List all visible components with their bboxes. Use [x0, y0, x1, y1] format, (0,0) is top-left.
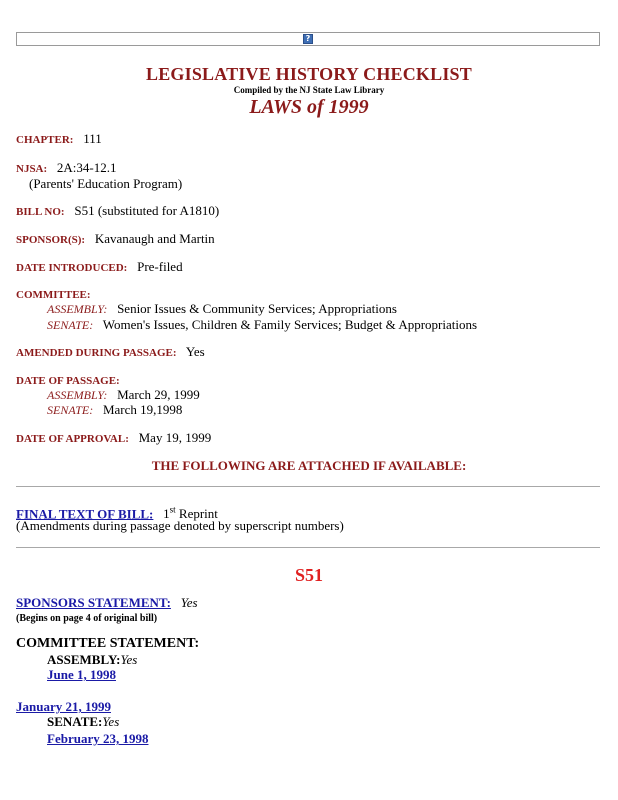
- bill-label: BILL NO:: [16, 206, 65, 218]
- cs-senate-label: SENATE:: [47, 714, 103, 729]
- june-1-1998-link[interactable]: June 1, 1998: [47, 667, 116, 682]
- cs-assembly-link-row: [47, 667, 116, 683]
- date-introduced-value: Pre-filed: [137, 259, 183, 274]
- passage-assembly-value: March 29, 1999: [117, 387, 200, 402]
- chapter-value: 111: [83, 131, 102, 146]
- committee-assembly-row: [47, 301, 397, 317]
- sponsors-statement-link[interactable]: SPONSORS STATEMENT:: [16, 595, 171, 610]
- final-text-value: 1st Reprint: [163, 505, 218, 522]
- divider: [16, 486, 600, 487]
- cs-assembly-value: Yes: [120, 652, 138, 667]
- date-introduced-row: [16, 259, 183, 276]
- approval-row: [16, 430, 211, 447]
- approval-value: May 19, 1999: [138, 430, 212, 445]
- cs-senate-value: Yes: [102, 714, 120, 729]
- committee-assembly-label: ASSEMBLY:: [47, 302, 108, 316]
- image-placeholder-bar: [16, 32, 600, 46]
- final-text-link[interactable]: FINAL TEXT OF BILL:: [16, 506, 154, 522]
- committee-statement-senate-row: [47, 714, 119, 730]
- sponsor-row: [16, 231, 215, 248]
- passage-assembly-label: ASSEMBLY:: [47, 388, 108, 402]
- bill-row: [16, 203, 219, 220]
- cs-senate-link-row: [47, 731, 148, 747]
- final-text-note: (Amendments during passage denoted by superscript numbers): [16, 518, 344, 533]
- attached-heading: THE FOLLOWING ARE ATTACHED IF AVAILABLE:: [151, 458, 467, 473]
- passage-senate-row: [47, 402, 182, 418]
- january-21-1999-link[interactable]: January 21, 1999: [16, 699, 111, 714]
- sponsors-statement-row: [16, 595, 198, 611]
- committee-statement-label: COMMITTEE STATEMENT:: [16, 636, 200, 651]
- cs-assembly-label: ASSEMBLY:: [47, 652, 121, 667]
- amended-value: Yes: [185, 344, 205, 359]
- committee-senate-label: SENATE:: [47, 318, 94, 332]
- divider: [16, 547, 600, 548]
- committee-assembly-value: Senior Issues & Community Services; Appropriations: [117, 301, 397, 316]
- sponsors-statement-note: (Begins on page 4 of original bill): [16, 613, 158, 624]
- njsa-label: NJSA:: [16, 163, 48, 175]
- bill-heading: S51: [294, 565, 323, 585]
- committee-statement-assembly-row: [47, 652, 137, 668]
- njsa-row: [16, 160, 117, 177]
- date-introduced-label: DATE INTRODUCED:: [16, 262, 128, 274]
- amended-row: [16, 344, 205, 361]
- laws-heading: LAWS of 1999: [249, 96, 369, 118]
- compiled-by: Compiled by the NJ State Law Library: [233, 85, 385, 95]
- january-link-row: [16, 699, 111, 715]
- chapter-row: [16, 131, 102, 148]
- sponsor-value: Kavanaugh and Martin: [94, 231, 215, 246]
- sponsor-label: SPONSOR(S):: [16, 234, 86, 246]
- njsa-value: 2A:34-12.1: [56, 160, 117, 175]
- bill-value: S51 (substituted for A1810): [74, 203, 220, 218]
- passage-senate-value: March 19,1998: [102, 402, 183, 417]
- approval-label: DATE OF APPROVAL:: [16, 433, 129, 445]
- passage-senate-label: SENATE:: [47, 403, 94, 417]
- february-23-1998-link[interactable]: February 23, 1998: [47, 731, 149, 746]
- amended-label: AMENDED DURING PASSAGE:: [16, 347, 177, 359]
- njsa-note: (Parents' Education Program): [29, 176, 183, 191]
- committee-senate-value: Women's Issues, Children & Family Services; Budget & Appropriations: [102, 317, 478, 332]
- passage-label: DATE OF PASSAGE:: [16, 375, 120, 387]
- page-title: LEGISLATIVE HISTORY CHECKLIST: [146, 64, 472, 84]
- question-icon[interactable]: ?: [303, 34, 313, 44]
- passage-assembly-row: [47, 387, 200, 403]
- committee-senate-row: [47, 317, 477, 333]
- sponsors-statement-value: Yes: [180, 595, 198, 610]
- chapter-label: CHAPTER:: [16, 134, 74, 146]
- committee-label: COMMITTEE:: [16, 289, 91, 301]
